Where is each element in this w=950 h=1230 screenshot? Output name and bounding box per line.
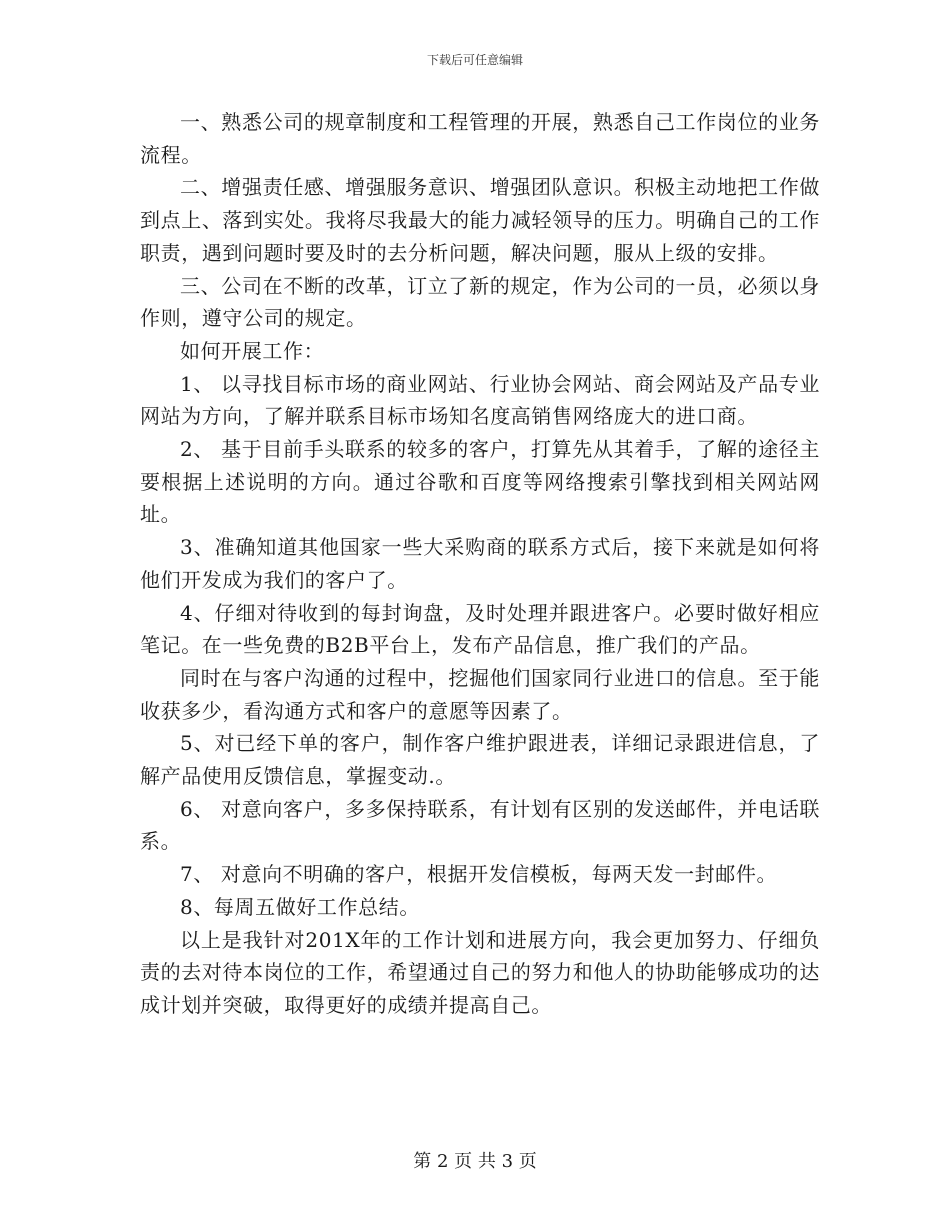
paragraph-10: 5、对已经下单的客户，制作客户维护跟进表，详细记录跟进信息，了解产品使用反馈信息，掌握变动.。 (140, 731, 820, 789)
paragraph-12: 7、 对意向不明确的客户，根据开发信模板，每两天发一封邮件。 (180, 862, 778, 887)
paragraph-6: 2、 基于目前手头联系的较多的客户，打算先从其着手，了解的途径主要根据上述说明的方向。通过谷歌和百度等网络搜索引擎找到相关网站网址。 (140, 437, 820, 527)
page-header: 下载后可任意编辑 (426, 53, 523, 67)
paragraph-7: 3、准确知道其他国家一些大采购商的联系方式后，接下来就是如何将他们开发成为我们的客户了。 (140, 535, 820, 592)
paragraph-2: 二、增强责任感、增强服务意识、增强团队意识。积极主动地把工作做到点上、落到实处。我将尽我最大的能力减轻领导的压力。明确自己的工作职责，遇到问题时要及时的去分析问题，解决问题，服从上级的安排。 (140, 175, 820, 265)
paragraph-5: 1、 以寻找目标市场的商业网站、行业协会网站、商会网站及产品专业网站为方向，了解并联系目标市场知名度高销售网络庞大的进口商。 (140, 371, 820, 429)
paragraph-8: 4、仔细对待收到的每封询盘，及时处理并跟进客户。必要时做好相应笔记。在一些免费的B2B平台上，发布产品信息，推广我们的产品。 (140, 600, 820, 658)
paragraph-11: 6、 对意向客户，多多保持联系，有计划有区别的发送邮件，并电话联系。 (140, 796, 820, 854)
paragraph-3: 三、公司在不断的改革，订立了新的规定，作为公司的一员，必须以身作则，遵守公司的规定。 (140, 273, 820, 331)
paragraph-13: 8、每周五做好工作总结。 (180, 894, 420, 919)
paragraph-4: 如何开展工作： (180, 338, 325, 363)
paragraph-9: 同时在与客户沟通的过程中，挖掘他们国家同行业进口的信息。至于能收获多少，看沟通方式和客户的意愿等因素了。 (140, 665, 820, 723)
paragraph-1: 一、熟悉公司的规章制度和工程管理的开展，熟悉自己工作岗位的业务流程。 (140, 110, 820, 167)
paragraph-14: 以上是我针对201X年的工作计划和进展方向，我会更加努力、仔细负责的去对待本岗位的工作，希望通过自己的努力和他人的协助能够成功的达成计划并突破，取得更好的成绩并提高自己。 (140, 927, 820, 1017)
page-footer: 第 2 页 共 3 页 (413, 1151, 537, 1172)
document-body (140, 106, 820, 1022)
